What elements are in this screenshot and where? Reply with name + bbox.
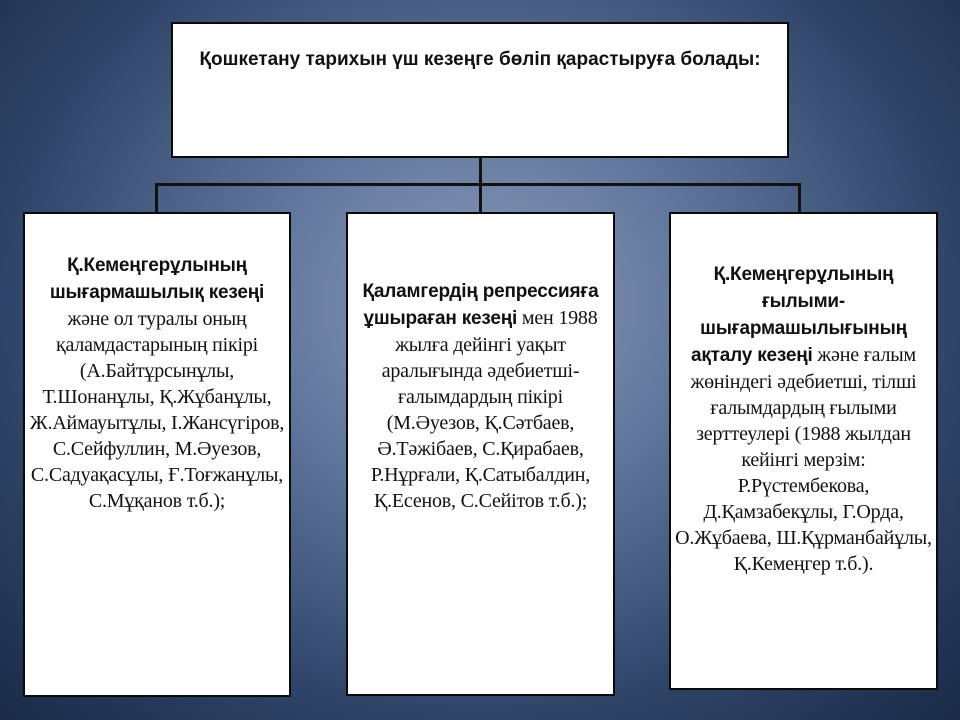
root-title: Қошкетану тарихын үш кезеңге бөліп қарастыруға болады: — [199, 49, 761, 70]
stage-3-text — [671, 261, 936, 577]
stage-2-text — [348, 278, 613, 514]
stage-3-description: және ғалым жөніндегі әдебиетші, тілші ғалымдардың ғылыми зерттеулері (1988 жылдан кейінгі мерзім: Р.Рүстембекова, Д.Қамзабекұлы, Г.Орда, О.Жұбаева, Ш.Құрманбайұлы, Қ.Кемеңгер т.б.). — [675, 344, 932, 575]
stage-2-description: мен 1988 жылға дейінгі уақыт аралығында әдебиетші-ғалымдардың пікірі (М.Әуезов, Қ.Сәтбаев, Ә.Тәжібаев, С.Қирабаев, Р.Нұрғали, Қ.Сатыбалдин, Қ.Есенов, С.Сейітов т.б.); — [370, 307, 598, 512]
stage-1-description: және ол туралы оның қаламдастарының пікірі (А.Байтұрсынұлы, Т.Шонанұлы, Қ.Жұбанұлы, Ж.Аймауытұлы, І.Жансүгіров, С.Сейфуллин, М.Әуезов, С.Садуақасұлы, Ғ.Тоғжанұлы, С.Мұқанов т.б.); — [29, 308, 285, 512]
connector-horizontal — [155, 183, 801, 186]
connector-middle — [479, 183, 482, 213]
stage-3-box — [669, 212, 938, 690]
root-box — [171, 22, 789, 158]
connector-left — [155, 183, 158, 213]
stage-2-heading: Қаламгердің репрессияға ұшыраған кезеңі — [362, 281, 599, 329]
stage-2-box — [346, 212, 615, 696]
stage-1-box — [23, 212, 291, 697]
connector-right — [798, 183, 801, 213]
stage-3-heading: Қ.Кемеңгерұлының ғылыми-шығармашылығының ақталу кезеңі — [690, 264, 907, 366]
stage-1-text — [25, 252, 289, 514]
connector-trunk — [479, 158, 482, 184]
stage-1-heading: Қ.Кемеңгерұлының шығармашылық кезеңі — [49, 255, 265, 303]
